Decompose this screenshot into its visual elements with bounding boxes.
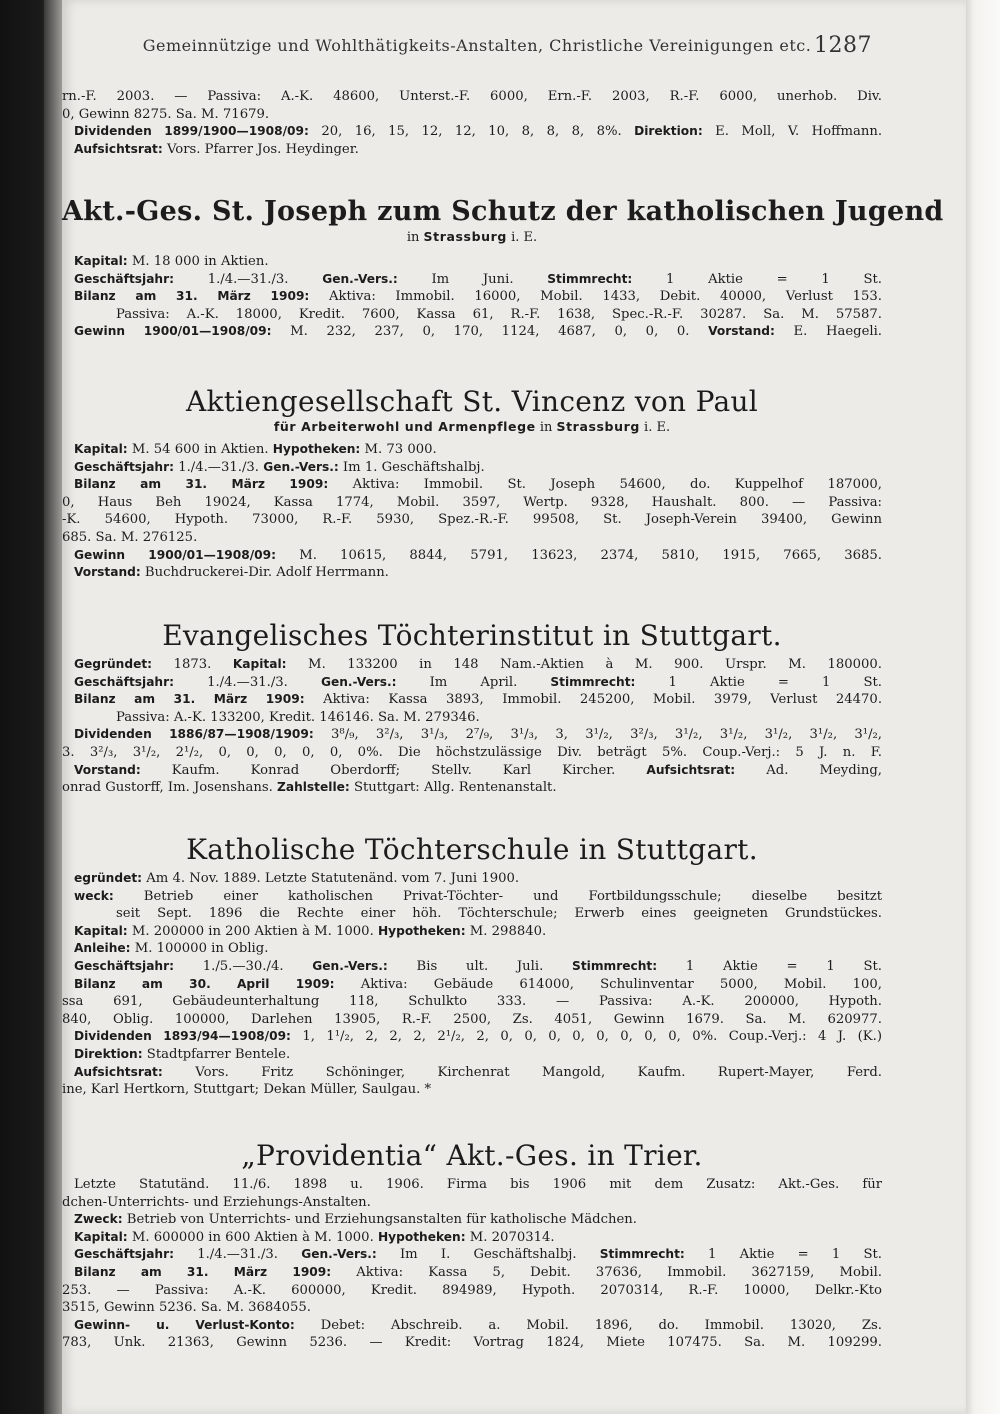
zweck-line [62,1211,882,1229]
gegruendet-line [62,870,882,888]
bilanz-line-1 [62,976,882,994]
gegruendet-label: egründet: [74,871,143,885]
statut-line-1: Letzte Statutänd. 11./6. 1898 u. 1906. Firma bis 1906 mit dem Zusatz: Akt.-Ges. für [74,1177,882,1192]
gj-value: 1./5.—30./4. [174,958,313,974]
kapital-line [62,253,882,271]
dividenden-value: 1, 1¹/₂, 2, 2, 2, 2¹/₂, 2, 0, 0, 0, 0, 0, 0, 0, 0, 0%. Coup.-Verj.: 4 J. (K.) [290,1029,882,1045]
sr-label: Stimmrecht: [599,1247,685,1262]
gewinn-value: M. 232, 237, 0, 170, 1124, 4687, 0, 0, 0. [271,324,709,340]
bilanz-label: Bilanz am 31. März 1909: [74,477,329,492]
kapital-label: Kapital: [74,923,128,938]
prev-line-2: 0, Gewinn 8275. Sa. M. 71679. [62,106,270,122]
entry-title: Katholische Töchterschule in Stuttgart. [186,833,758,866]
entry-providentia [62,1140,882,1352]
aufsichtsrat-values: Vors. Pfarrer Jos. Heydinger. [162,141,359,157]
zweck-value: Betrieb von Unterrichts- und Erziehungsanstalten für katholische Mädchen. [122,1212,637,1228]
vorstand-value: Buchdruckerei-Dir. Adolf Herrmann. [140,565,389,581]
entry-title: Aktiengesellschaft St. Vincenz von Paul [185,385,759,418]
gj-label: Geschäftsjahr: [74,1247,174,1262]
prev-line-4 [62,141,882,159]
subtitle-post: i. E. [506,230,538,245]
statut-line-2: dchen-Unterrichts- und Erziehungs-Anstalten. [62,1194,371,1210]
vorstand-label: Vorstand: [74,565,141,580]
zweck-label: Zweck: [74,1212,123,1227]
anleihe-line [62,940,882,958]
hypotheken-label: Hypotheken: [272,442,361,456]
entry-evangelisches-toechterinstitut [62,620,882,797]
bilanz-value: Aktiva: Immobil. 16000, Mobil. 1433, Debit. 40000, Verlust 153. [309,289,882,305]
dividenden-values: 20, 16, 15, 12, 12, 10, 8, 8, 8, 8%. [308,124,635,140]
kapital-label: Kapital: [74,254,128,268]
dividenden-label: Dividenden 1893/94—1908/09: [74,1029,291,1044]
gv-value: Im Juni. [397,271,548,287]
direktion-value: Stadtpfarrer Bentele. [142,1046,291,1062]
vorstand-label: Vorstand: [708,324,775,339]
zweck-label: weck: [74,888,114,903]
bilanz-line-1 [62,1264,882,1282]
gj-label: Geschäftsjahr: [74,271,174,286]
zahlstelle-label: Zahlstelle: [277,780,350,795]
gj-value: 1./4.—31./3. [174,271,323,287]
kapital-label: Kapital: [74,442,128,456]
entry-st-vincenz [62,386,882,582]
gv-value: Im April. [396,674,551,690]
bilanz-line-1 [62,476,882,494]
geschaeftsjahr-line [62,674,882,692]
geschaeftsjahr-line [62,271,882,289]
aufsichtsrat-label: Aufsichtsrat: [646,762,736,777]
gj-label: Geschäftsjahr: [74,958,174,973]
guv-line-2: 783, Unk. 21363, Gewinn 5236. — Kredit: Vortrag 1824, Miete 107475. Sa. M. 109299. [62,1335,882,1351]
dividenden-line [62,1028,882,1046]
gewinn-line [62,547,882,565]
geschaeftsjahr-line [62,958,882,976]
guv-value: Debet: Abschreib. a. Mobil. 1896, do. Immobil. 13020, Zs. [294,1317,882,1333]
dividenden-line-2: 3. 3²/₃, 3¹/₂, 2¹/₂, 0, 0, 0, 0, 0, 0%. Die höchstzulässige Div. beträgt 5%. Coup.-Verj.: 5 J. n. F. [62,744,882,760]
aufsichtsrat-value: Vors. Fritz Schöninger, Kirchenrat Mangold, Kaufm. Rupert-Mayer, Ferd. [162,1064,882,1080]
kapital-value: M. 133200 in 148 Nam.-Aktien à M. 900. Urspr. M. 180000. [286,657,882,672]
anleihe-value: M. 100000 in Oblig. [130,941,269,957]
bilanz-line-2: 253. — Passiva: A.-K. 600000, Kredit. 894989, Hypoth. 2070314, R.-F. 10000, Delkr.-Kto [62,1282,882,1298]
kapital-value: M. 54 600 in Aktien. [127,442,273,457]
entry-title: Evangelisches Töchterinstitut in Stuttgart. [162,619,782,652]
bilanz-value: Aktiva: Kassa 5, Debit. 37636, Immobil. 3627159, Mobil. [331,1264,882,1280]
bilanz-line-4: 685. Sa. M. 276125. [62,529,198,545]
entry-subtitle [62,228,882,247]
gj-value: 1./4.—31./3. [174,674,321,690]
zweck-value: Betrieb einer katholischen Privat-Töchter- und Fortbildungsschule; dieselbe besitzt [113,888,882,904]
bilanz-line-2: Passiva: A.-K. 133200, Kredit. 146146. Sa. M. 279346. [116,709,480,725]
dividenden-label: Dividenden 1886/87—1908/1909: [74,727,314,742]
dividenden-line-1 [62,726,882,744]
sr-value: 1 Aktie = 1 St. [684,1247,882,1263]
hypotheken-value: M. 298840. [465,923,547,939]
gewinn-line [62,323,882,341]
guv-label: Gewinn- u. Verlust-Konto: [74,1317,295,1332]
scan-left-edge [0,0,62,1414]
bilanz-line-2: Passiva: A.-K. 18000, Kredit. 7600, Kassa 61, R.-F. 1638, Spec.-R.-F. 30287. Sa. M. 57587. [116,306,882,322]
gj-label: Geschäftsjahr: [74,674,174,689]
prev-entry [62,88,882,158]
gv-value: Im I. Geschäftshalbj. [376,1247,600,1263]
subtitle-city: Strassburg [423,229,507,244]
kapital-line [62,441,882,459]
vorstand-line [62,762,882,780]
entry-title: „Providentia“ Akt.-Ges. in Trier. [241,1139,703,1172]
direktion-label: Direktion: [74,1046,143,1061]
bilanz-line-3: 3515, Gewinn 5236. Sa. M. 3684055. [62,1300,312,1316]
bilanz-label: Bilanz am 30. April 1909: [74,976,335,991]
hypotheken-value: M. 2070314. [465,1229,555,1245]
gv-label: Gen.-Vers.: [320,674,397,689]
gv-label: Gen.-Vers.: [263,459,339,474]
aufsichtsrat-label: Aufsichtsrat: [74,1064,163,1079]
hypotheken-label: Hypotheken: [377,1229,466,1244]
subtitle-pre: in [406,230,424,245]
geschaeftsjahr-line [62,1246,882,1264]
bilanz-value: Aktiva: Immobil. St. Joseph 54600, do. Kuppelhof 187000, [328,477,882,493]
kapital-value: M. 18 000 in Aktien. [127,254,269,269]
entry-subtitle [62,418,882,437]
anleihe-label: Anleihe: [74,941,131,956]
aufsichtsrat-line-2: ine, Karl Hertkorn, Stuttgart; Dekan Müller, Saulgau. * [62,1082,432,1098]
direktion-values: E. Moll, V. Hoffmann. [702,124,882,140]
sr-value: 1 Aktie = 1 St. [635,674,882,690]
subtitle-mid: in [535,420,557,435]
vorstand-line [62,564,882,582]
gegruendet-value: 1873. [152,657,233,672]
bilanz-line-2: 0, Haus Beh 19024, Kassa 1774, Mobil. 3597, Wertp. 9328, Haushalt. 800. — Passiva: [62,494,882,510]
kapital-line [62,1229,882,1247]
prev-line-3 [62,123,882,141]
entry-katholische-toechterschule [62,834,882,1099]
bilanz-line-3: 840, Oblig. 100000, Darlehen 13905, R.-F. 2500, Zs. 4051, Gewinn 1679. Sa. M. 620977. [62,1011,882,1027]
direktion-label: Direktion: [634,124,703,139]
gewinn-value: M. 10615, 8844, 5791, 13623, 2374, 5810, 1915, 7665, 3685. [276,547,882,563]
aufsichtsrat-label: Aufsichtsrat: [74,141,163,156]
gj-value: 1./4.—31./3. [174,459,264,475]
guv-line-1 [62,1317,882,1335]
hypotheken-value: M. 73 000. [360,442,437,457]
gegruendet-value: Am 4. Nov. 1889. Letzte Statutenänd. vom 7. Juni 1900. [142,871,520,886]
sr-label: Stimmrecht: [572,958,658,973]
bilanz-line-2: ssa 691, Gebäudeunterhaltung 118, Schulkto 333. — Passiva: A.-K. 200000, Hypoth. [62,994,882,1010]
bilanz-label: Bilanz am 31. März 1909: [74,1264,332,1279]
page-fold-shadow [44,0,62,1414]
running-header-title: Gemeinnützige und Wohlthätigkeits-Anstalten, Christliche Vereinigungen etc. [142,36,812,55]
vorstand-label: Vorstand: [74,762,141,777]
gegruendet-line [62,656,882,674]
gv-value: Bis ult. Juli. [387,958,573,974]
aufsichtsrat-value: Ad. Meyding, [735,762,882,778]
dividenden-value: 3⁸/₉, 3²/₃, 3¹/₃, 2⁷/₉, 3¹/₃, 3, 3¹/₂, 3²/₃, 3¹/₂, 3¹/₂, 3¹/₂, 3¹/₂, 3¹/₂, [313,727,882,743]
zahlstelle-value: Stuttgart: Allg. Rentenanstalt. [349,780,557,796]
sr-value: 1 Aktie = 1 St. [632,271,882,287]
bilanz-line-1 [62,691,882,709]
zahlstelle-line [62,779,882,797]
running-header [82,33,872,58]
aufsichtsrat-value-2: onrad Gustorff, Im. Josenshans. [62,780,278,796]
subtitle-city: Strassburg [556,419,640,434]
prev-line-1: rn.-F. 2003. — Passiva: A.-K. 48600, Unterst.-F. 6000, Ern.-F. 2003, R.-F. 6000, unerhob. Div. [62,89,882,104]
aufsichtsrat-line-1 [62,1064,882,1082]
sr-label: Stimmrecht: [550,674,636,689]
kapital-line [62,923,882,941]
vorstand-value: Kaufm. Konrad Oberdorff; Stellv. Karl Kircher. [140,762,647,778]
subtitle-post: i. E. [639,420,671,435]
entry-st-joseph [62,196,944,341]
bilanz-line-3: -K. 54600, Hypoth. 73000, R.-F. 5930, Spez.-R.-F. 99508, St. Joseph-Verein 39400, Gewinn [62,512,882,528]
bilanz-value: Aktiva: Gebäude 614000, Schulinventar 5000, Mobil. 100, [334,976,882,992]
dividenden-label: Dividenden 1899/1900—1908/09: [74,124,309,139]
gv-label: Gen.-Vers.: [301,1247,377,1262]
subtitle-pre: für Arbeiterwohl und Armenpflege [273,419,536,434]
gv-label: Gen.-Vers.: [322,271,398,286]
vorstand-value: E. Haegeli. [774,324,882,340]
scan-right-edge [966,0,1000,1414]
zweck-line-1 [62,888,882,906]
sr-value: 1 Aktie = 1 St. [657,958,882,974]
gegruendet-label: Gegründet: [74,657,153,671]
kapital-value: M. 600000 in 600 Aktien à M. 1000. [127,1229,378,1245]
zweck-line-2: seit Sept. 1896 die Rechte einer höh. Töchterschule; Erwerb eines geeigneten Grundstückes. [116,906,882,922]
bilanz-label: Bilanz am 31. März 1909: [74,692,305,707]
direktion-line [62,1046,882,1064]
gj-value: 1./4.—31./3. [174,1247,302,1263]
gv-label: Gen.-Vers.: [312,958,388,973]
kapital-value: M. 200000 in 200 Aktien à M. 1000. [127,923,378,939]
geschaeftsjahr-line [62,459,882,477]
kapital-label: Kapital: [232,657,287,671]
bilanz-value: Aktiva: Kassa 3893, Immobil. 245200, Mobil. 3979, Verlust 24470. [304,692,882,708]
hypotheken-label: Hypotheken: [377,923,466,938]
gewinn-label: Gewinn 1900/01—1908/09: [74,547,277,562]
bilanz-label: Bilanz am 31. März 1909: [74,289,310,304]
bilanz-line-1 [62,288,882,306]
page-number: 1287 [814,33,872,58]
entry-title: Akt.-Ges. St. Joseph zum Schutz der katholischen Jugend [62,196,944,227]
kapital-label: Kapital: [74,1229,128,1244]
gewinn-label: Gewinn 1900/01—1908/09: [74,324,272,339]
gj-label: Geschäftsjahr: [74,459,174,474]
gv-value: Im 1. Geschäftshalbj. [338,459,485,475]
sr-label: Stimmrecht: [547,271,633,286]
